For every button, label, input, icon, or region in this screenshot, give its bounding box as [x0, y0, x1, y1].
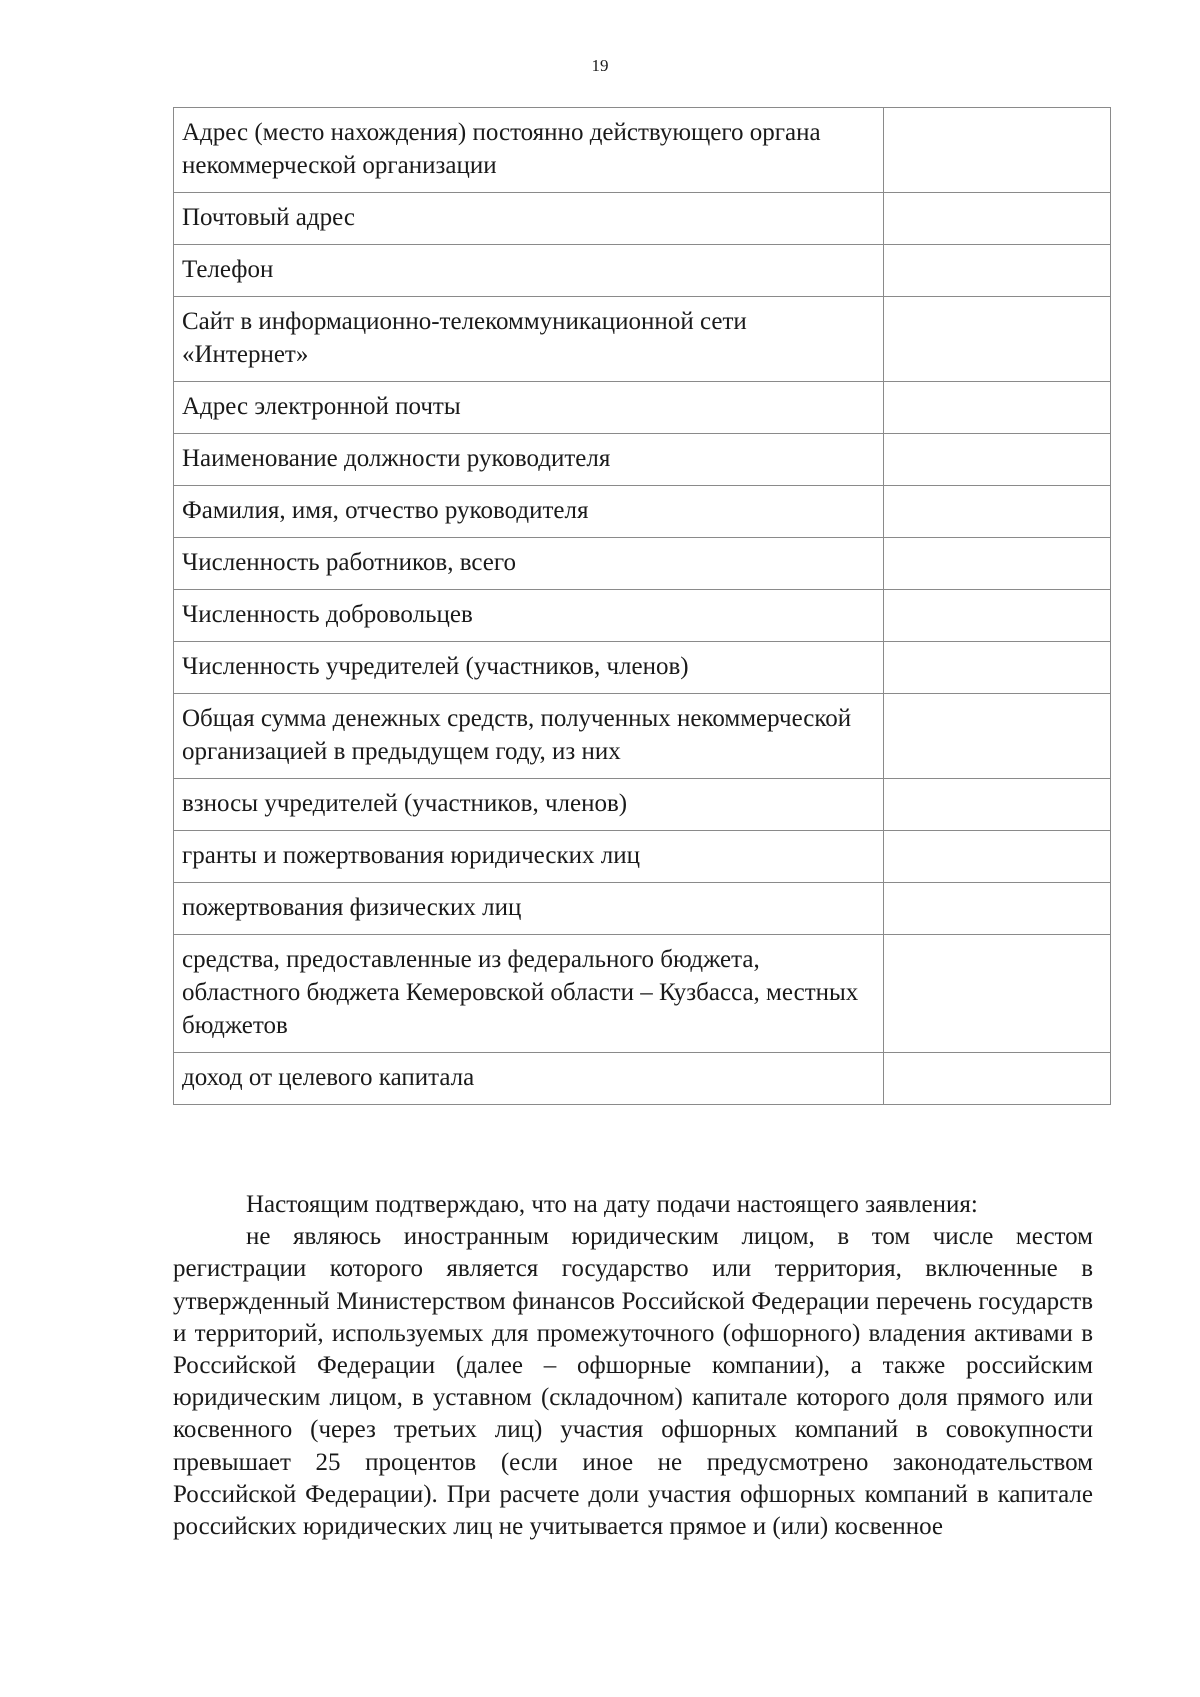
row-label: Численность учредителей (участников, членов) [174, 642, 884, 694]
row-label: Численность работников, всего [174, 538, 884, 590]
table-row [174, 883, 1111, 935]
table-row [174, 538, 1111, 590]
row-label: Численность добровольцев [174, 590, 884, 642]
row-value-cell[interactable] [884, 935, 1111, 1053]
row-value-cell[interactable] [884, 694, 1111, 779]
row-label: доход от целевого капитала [174, 1053, 884, 1105]
row-label: Адрес (место нахождения) постоянно действующего органа некоммерческой организации [174, 108, 884, 193]
table-row [174, 245, 1111, 297]
table-row [174, 434, 1111, 486]
table-row [174, 382, 1111, 434]
row-label: Адрес электронной почты [174, 382, 884, 434]
row-label: пожертвования физических лиц [174, 883, 884, 935]
row-label: Сайт в информационно-телекоммуникационной сети «Интернет» [174, 297, 884, 382]
table-row [174, 108, 1111, 193]
row-value-cell[interactable] [884, 590, 1111, 642]
row-label: Наименование должности руководителя [174, 434, 884, 486]
table-row [174, 694, 1111, 779]
row-value-cell[interactable] [884, 193, 1111, 245]
row-label: Фамилия, имя, отчество руководителя [174, 486, 884, 538]
organization-info-table [173, 107, 1111, 1105]
table-row [174, 642, 1111, 694]
table-row [174, 1053, 1111, 1105]
row-value-cell[interactable] [884, 642, 1111, 694]
table-row [174, 831, 1111, 883]
row-value-cell[interactable] [884, 245, 1111, 297]
row-value-cell[interactable] [884, 538, 1111, 590]
row-label: Почтовый адрес [174, 193, 884, 245]
confirmation-intro-paragraph: Настоящим подтверждаю, что на дату подачи настоящего заявления: [246, 1191, 978, 1218]
table-row [174, 193, 1111, 245]
row-value-cell[interactable] [884, 486, 1111, 538]
table-row [174, 779, 1111, 831]
row-label: взносы учредителей (участников, членов) [174, 779, 884, 831]
row-value-cell[interactable] [884, 779, 1111, 831]
row-value-cell[interactable] [884, 382, 1111, 434]
page-number: 19 [591, 56, 609, 75]
row-value-cell[interactable] [884, 297, 1111, 382]
row-label: Общая сумма денежных средств, полученных некоммерческой организацией в предыдущем году, из них [174, 694, 884, 779]
row-value-cell[interactable] [884, 108, 1111, 193]
row-value-cell[interactable] [884, 1053, 1111, 1105]
row-value-cell[interactable] [884, 434, 1111, 486]
table-row [174, 590, 1111, 642]
row-value-cell[interactable] [884, 831, 1111, 883]
confirmation-text [173, 1189, 1093, 1543]
offshore-statement-paragraph: не являюсь иностранным юридическим лицом, в том числе местом регистрации которого является государство или территория, включенные в утвержденный Министерством финансов Российской Федерации перечень государств и территорий, используемых для промежуточного (офшорного) владения активами в Российской Федерации (далее – офшорные компании), а также российским юридическим лицом, в уставном (складочном) капитале которого доля прямого или косвенного (через третьих лиц) участия офшорных компаний в совокупности превышает 25 процентов (если иное не предусмотрено законодательством Российской Федерации). При расчете доли участия офшорных компаний в капитале российских юридических лиц не учитывается прямое и (или) косвенное [173, 1223, 1093, 1541]
row-value-cell[interactable] [884, 883, 1111, 935]
row-label: Телефон [174, 245, 884, 297]
table-row [174, 935, 1111, 1053]
row-label: гранты и пожертвования юридических лиц [174, 831, 884, 883]
table-row [174, 486, 1111, 538]
table-row [174, 297, 1111, 382]
row-label: средства, предоставленные из федерального бюджета, областного бюджета Кемеровской области – Кузбасса, местных бюджетов [174, 935, 884, 1053]
